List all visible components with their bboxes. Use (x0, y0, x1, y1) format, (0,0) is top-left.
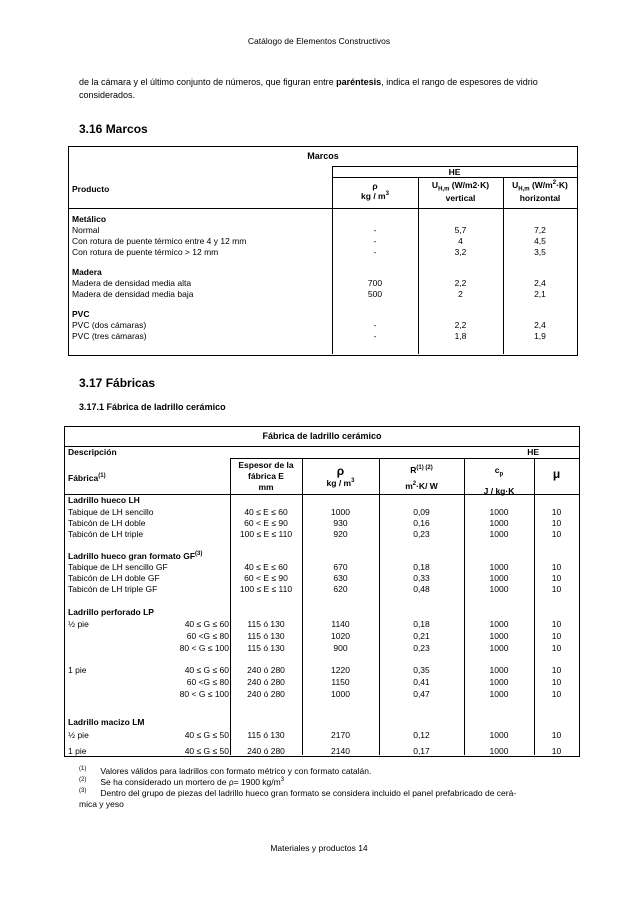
fabrica-row-rho: 1140 (331, 619, 350, 629)
fabrica-row-g: 40 ≤ G ≤ 50 (184, 730, 229, 740)
fabrica-row-mu: 10 (551, 643, 562, 653)
fabrica-row-g: 40 ≤ G ≤ 60 (184, 619, 229, 629)
fabrica-row-e: 115 ó 130 (247, 631, 285, 641)
marcos-row-rho: - (373, 331, 377, 341)
fabrica-row-mu: 10 (551, 631, 562, 641)
fabrica-row-e: 115 ó 130 (247, 730, 285, 740)
marcos-rho-header: ρ kg / $m^3$ (361, 181, 389, 201)
footnotes (79, 766, 579, 810)
fabrica-row-e: 115 ó 130 (247, 643, 285, 653)
marcos-row-product: Con rotura de puente térmico > 12 mm (72, 247, 219, 257)
intro-paragraph (79, 76, 569, 102)
fabrica-group-title: Ladrillo macizo LM (68, 717, 145, 727)
fabrica-row-a: ½ pie (68, 730, 89, 740)
marcos-row-uh: 7,2 (534, 225, 546, 235)
fabrica-row-r: 0,12 (413, 730, 430, 740)
fabrica-he-header: HE (527, 447, 539, 457)
fabrica-row-a: ½ pie (68, 619, 89, 629)
fabrica-row-e: 115 ó 130 (247, 619, 285, 629)
fabrica-row-g: 40 ≤ G ≤ 50 (184, 746, 229, 756)
fabrica-row-e: 100 ≤ E ≤ 110 (239, 529, 293, 539)
fabrica-row-cp: 1000 (489, 562, 509, 572)
fabrica-row-e: 60 < E ≤ 90 (244, 518, 288, 528)
fabrica-espesor-header: Espesor de la fábrica E mm (238, 460, 294, 492)
marcos-row-product: Con rotura de puente térmico entre 4 y 12 mm (72, 236, 247, 246)
marcos-group-title: Madera (72, 267, 102, 277)
fabrica-row-r: 0,48 (413, 584, 430, 594)
section-heading-3-16: 3.16 Marcos (79, 122, 148, 136)
marcos-row-product: PVC (tres cámaras) (72, 331, 147, 341)
fabrica-row-cp: 1000 (489, 677, 509, 687)
fabrica-row-mu: 10 (551, 562, 562, 572)
footnote-2: $^{(2)}$ Se ha considerado un mortero de ρ= 1900 $kg/m^3$ (79, 777, 285, 787)
fabrica-row-r: 0,16 (413, 518, 430, 528)
fabrica-desc-header: Descripción (68, 447, 117, 457)
fabrica-row-cp: 1000 (489, 573, 509, 583)
fabrica-row-e: 240 ó 280 (247, 689, 285, 699)
fabrica-gf-title-text: Ladrillo hueco gran formato GF (68, 551, 196, 561)
fabrica-group-title (68, 551, 202, 561)
fabrica-table (64, 426, 580, 757)
fabrica-group-title: Ladrillo hueco LH (68, 495, 140, 505)
footnote-1: $^{(1)}$ Valores válidos para ladrillos con formato métrico y con formato catalán. (79, 766, 372, 776)
fabrica-mu-header: μ (552, 467, 561, 481)
fabrica-row-e: 240 ó 280 (247, 677, 285, 687)
fabrica-row-cp: 1000 (489, 746, 509, 756)
marcos-caption: Marcos (307, 151, 339, 161)
marcos-row-uv: 2 (458, 289, 463, 299)
marcos-row-uh: 2,4 (534, 278, 546, 288)
marcos-row-uv: 4 (458, 236, 463, 246)
fabrica-row-rho: 1000 (331, 507, 350, 517)
marcos-uh-header: $U_{H,m}$ $(W/m^2\cdot K)$ horizontal (512, 180, 568, 203)
marcos-uv-header: $U_{H,m}$ (W/m2·K) vertical (431, 180, 490, 203)
marcos-row-product: PVC (dos cámaras) (72, 320, 147, 330)
fabrica-row-r: 0,23 (413, 643, 430, 653)
marcos-row-uv: 2,2 (454, 320, 467, 330)
fabrica-row-rho: 930 (333, 518, 348, 528)
fabrica-row-rho: 900 (333, 643, 348, 653)
marcos-producto-header: Producto (72, 184, 110, 194)
marcos-row-uh: 4,5 (534, 236, 546, 246)
fabrica-row-r: 0,17 (413, 746, 430, 756)
fabrica-row-mu: 10 (551, 677, 562, 687)
fabrica-row-desc: Tabique de LH sencillo GF (68, 562, 168, 572)
fabrica-row-cp: 1000 (489, 507, 509, 517)
fabrica-row-r: 0,47 (413, 689, 430, 699)
marcos-row-uh: 2,1 (534, 289, 546, 299)
marcos-row-uv: 5,7 (454, 225, 467, 235)
fabrica-row-cp: 1000 (489, 584, 509, 594)
footnote-3: $^{(3)}$ Dentro del grupo de piezas del ladrillo hueco gran formato se considera incluido el panel prefabricado de cerá- mica y yeso (79, 788, 517, 809)
marcos-group-title: Metálico (72, 214, 107, 224)
fabrica-row-cp: 1000 (489, 619, 509, 629)
fabrica-row-mu: 10 (551, 573, 562, 583)
fabrica-row-g: 60 <G ≤ 80 (186, 677, 229, 687)
fabrica-row-rho: 670 (333, 562, 348, 572)
fabrica-row-rho: 2170 (331, 730, 350, 740)
intro-bold: paréntesis (336, 77, 382, 87)
fabrica-row-g: 60 <G ≤ 80 (186, 631, 229, 641)
fabrica-row-e: 240 ó 280 (247, 665, 285, 675)
marcos-row-uh: 2,4 (534, 320, 546, 330)
fabrica-row-cp: 1000 (489, 689, 509, 699)
fabrica-row-cp: 1000 (489, 643, 509, 653)
fabrica-row-mu: 10 (551, 746, 562, 756)
intro-text-1: de la cámara y el último conjunto de números, que figuran entre (79, 77, 337, 87)
fabrica-row-mu: 10 (551, 529, 562, 539)
fabrica-row-r: 0,09 (413, 507, 430, 517)
intro-text-2: , indica el rango de espesores de vidrio considerados. (79, 77, 538, 100)
fabrica-row-desc: Tabicón de LH doble GF (68, 573, 160, 583)
fabrica-row-e: 40 ≤ E ≤ 60 (244, 507, 288, 517)
fabrica-row-rho: 920 (333, 529, 348, 539)
marcos-row-product: Normal (72, 225, 100, 235)
fabrica-row-e: 40 ≤ E ≤ 60 (244, 562, 288, 572)
fabrica-row-e: 100 ≤ E ≤ 110 (239, 584, 293, 594)
fabrica-row-g: 80 < G ≤ 100 (179, 643, 229, 653)
marcos-row-rho: - (373, 236, 377, 246)
fabrica-row-e: 60 < E ≤ 90 (244, 573, 288, 583)
fabrica-row-r: 0,41 (413, 677, 430, 687)
fabrica-row-rho: 1000 (331, 689, 350, 699)
section-heading-3-17: 3.17 Fábricas (79, 376, 156, 390)
fabrica-r-header: $R^{(1) (2)}$ $m^2\cdot K/$ W (405, 465, 438, 491)
fabrica-rho-header: ρ kg / $m^3$ (326, 464, 355, 488)
fabrica-row-e: 240 ó 280 (247, 746, 285, 756)
marcos-row-uv: 3,2 (454, 247, 467, 257)
fabrica-group-title: Ladrillo perforado LP (68, 607, 154, 617)
fabrica-row-desc: Tabicón de LH triple (68, 529, 144, 539)
fabrica-row-cp: 1000 (489, 665, 509, 675)
fabrica-row-r: 0,18 (413, 562, 430, 572)
fabrica-row-desc: Tabicón de LH triple GF (68, 584, 158, 594)
marcos-row-uh: 3,5 (534, 247, 546, 257)
page-header: Catálogo de Elementos Constructivos (247, 36, 391, 46)
fabrica-caption: Fábrica de ladrillo cerámico (262, 431, 382, 441)
marcos-row-uh: 1,9 (534, 331, 546, 341)
fabrica-row-a: 1 pie (68, 746, 87, 756)
fabrica-row-rho: 1020 (331, 631, 350, 641)
marcos-row-product: Madera de densidad media alta (72, 278, 192, 288)
marcos-row-rho: - (373, 247, 377, 257)
fabrica-row-mu: 10 (551, 665, 562, 675)
fabrica-row-desc: Tabique de LH sencillo (68, 507, 154, 517)
marcos-row-rho: 500 (367, 289, 383, 299)
marcos-he-header: HE (448, 167, 461, 177)
fabrica-row-cp: 1000 (489, 730, 509, 740)
fabrica-row-mu: 10 (551, 619, 562, 629)
fabrica-row-rho: 620 (333, 584, 348, 594)
fabrica-row-g: 40 ≤ G ≤ 60 (184, 665, 229, 675)
fabrica-row-mu: 10 (551, 518, 562, 528)
fabrica-row-mu: 10 (551, 507, 562, 517)
fabrica-row-mu: 10 (551, 584, 562, 594)
fabrica-cp-header: $c_p$ J / kg·K (483, 465, 515, 496)
marcos-row-rho: - (373, 320, 377, 330)
fabrica-row-g: 80 < G ≤ 100 (179, 689, 229, 699)
fabrica-row-desc: Tabicón de LH doble (68, 518, 146, 528)
marcos-row-uv: 1,8 (454, 331, 467, 341)
fabrica-row-rho: 630 (333, 573, 348, 583)
fabrica-row-r: 0,33 (413, 573, 430, 583)
page-footer: Materiales y productos 14 (270, 843, 368, 853)
fabrica-row-r: 0,23 (413, 529, 430, 539)
marcos-row-uv: 2,2 (454, 278, 467, 288)
fabrica-row-rho: 2140 (331, 746, 350, 756)
fabrica-row-mu: 10 (551, 730, 562, 740)
fabrica-row-r: 0,21 (413, 631, 430, 641)
fabrica-gf-title-sup: (3) (195, 551, 203, 558)
fabrica-row-r: 0,35 (413, 665, 430, 675)
fabrica-row-r: 0,18 (413, 619, 430, 629)
fabrica-row-rho: 1150 (331, 677, 350, 687)
marcos-group-title: PVC (72, 309, 90, 319)
marcos-row-product: Madera de densidad media baja (72, 289, 194, 299)
fabrica-row-mu: 10 (551, 689, 562, 699)
marcos-table (68, 146, 578, 356)
marcos-row-rho: - (373, 225, 377, 235)
fabrica-row-cp: 1000 (489, 529, 509, 539)
marcos-row-rho: 700 (367, 278, 383, 288)
fabrica-row-a: 1 pie (68, 665, 87, 675)
section-heading-3-17-1: 3.17.1 Fábrica de ladrillo cerámico (79, 402, 226, 412)
fabrica-row-rho: 1220 (331, 665, 350, 675)
fabrica-fab-header: Fábrica$^{(1)}$ (68, 473, 106, 483)
fabrica-row-cp: 1000 (489, 518, 509, 528)
fabrica-row-cp: 1000 (489, 631, 509, 641)
